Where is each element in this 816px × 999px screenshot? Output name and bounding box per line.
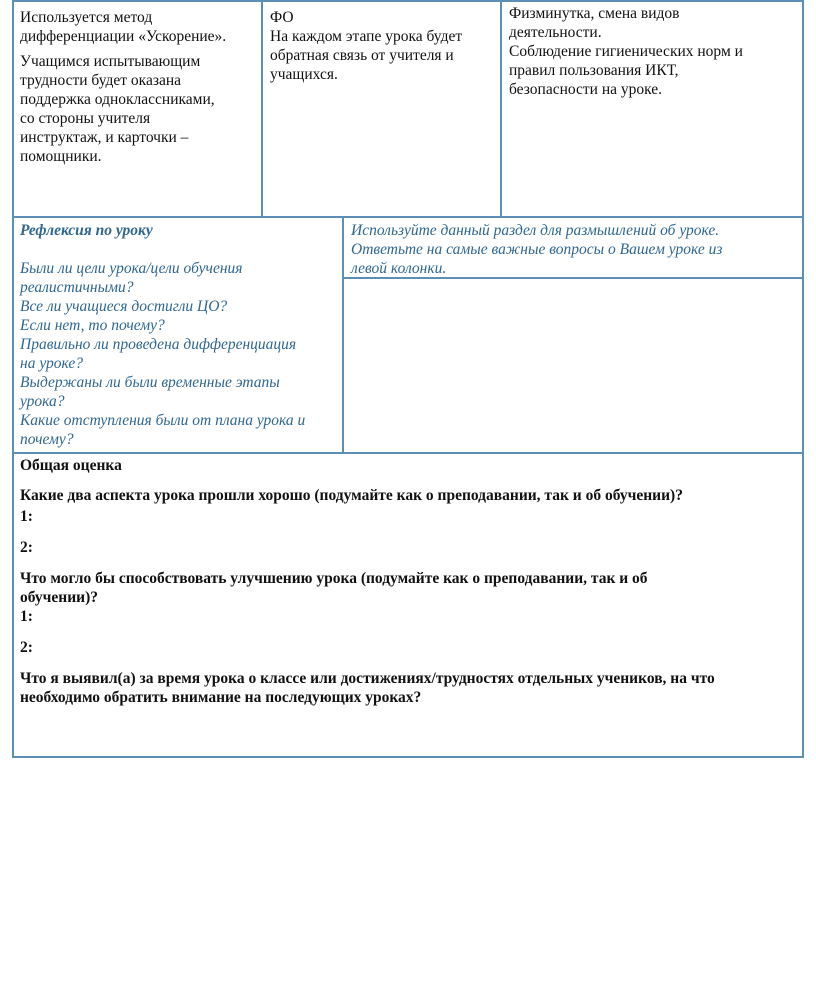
- col3-line1: Физминутка, смена видов: [509, 5, 680, 22]
- col3-line5: безопасности на уроке.: [509, 81, 663, 98]
- col1-line3: Учащимся испытывающим: [20, 53, 201, 70]
- reflection-instructions: [351, 221, 801, 278]
- reflection-q6a: Какие отступления были от плана урока и: [20, 412, 306, 429]
- col1-line5: поддержка одноклассниками,: [20, 91, 215, 108]
- summary-q3b: необходимо обратить внимание на последующих уроках?: [20, 689, 422, 706]
- reflection-q5a: Выдержаны ли были временные этапы: [20, 374, 280, 391]
- reflection-questions: [20, 221, 340, 449]
- reflection-q2: Все ли учащиеся достигли ЦО?: [20, 298, 228, 315]
- col3-line3: Соблюдение гигиенических норм и: [509, 43, 743, 60]
- summary-q1: Какие два аспекта урока прошли хорошо (подумайте как о преподавании, так и об обучении)?: [20, 487, 683, 504]
- summary-title: Общая оценка: [20, 457, 122, 474]
- col1-line8: помощники.: [20, 148, 102, 165]
- reflection-blank: [20, 240, 340, 259]
- col1-line4: трудности будет оказана: [20, 72, 182, 89]
- health-safety-cell: [509, 4, 799, 99]
- reflection-right-a: Используйте данный раздел для размышлений об уроке.: [351, 222, 720, 239]
- col2-line1: ФО: [270, 9, 294, 26]
- reflection-q4b: на уроке?: [20, 355, 83, 372]
- summary-q2-item2: 2:: [20, 639, 33, 656]
- col-divider-2: [500, 0, 502, 217]
- col3-line4: правил пользования ИКТ,: [509, 62, 679, 79]
- summary-section: [20, 456, 800, 707]
- reflection-q6b: почему?: [20, 431, 74, 448]
- col1-line1: Используется метод: [20, 9, 153, 26]
- reflection-title: Рефлексия по уроку: [20, 222, 153, 239]
- reflection-q1a: Были ли цели урока/цели обучения: [20, 260, 243, 277]
- row-divider-1: [12, 216, 804, 218]
- reflection-q5b: урока?: [20, 393, 65, 410]
- reflection-right-b: Ответьте на самые важные вопросы о Вашем уроке из: [351, 241, 723, 258]
- col2-line3: обратная связь от учителя и: [270, 47, 454, 64]
- col-divider-3: [342, 216, 344, 453]
- col1-line7: инструктаж, и карточки –: [20, 129, 189, 146]
- reflection-right-c: левой колонки.: [351, 260, 447, 277]
- col3-line2: деятельности.: [509, 24, 602, 41]
- col2-line2: На каждом этапе урока будет: [270, 28, 463, 45]
- col1-line6: со стороны учителя: [20, 110, 151, 127]
- assessment-cell: [270, 8, 498, 84]
- col-divider-1: [261, 0, 263, 217]
- summary-q2-item1: 1:: [20, 608, 33, 625]
- summary-q2b: обучении)?: [20, 589, 98, 606]
- col1-line2: дифференциации «Ускорение».: [20, 28, 227, 45]
- summary-q1-item1: 1:: [20, 508, 33, 525]
- summary-q2a: Что могло бы способствовать улучшению урока (подумайте как о преподавании, так и об: [20, 570, 648, 587]
- reflection-q1b: реалистичными?: [20, 279, 134, 296]
- reflection-q3: Если нет, то почему?: [20, 317, 165, 334]
- col2-line4: учащихся.: [270, 66, 338, 83]
- differentiation-cell: [20, 8, 258, 166]
- reflection-answer-area[interactable]: [346, 281, 802, 451]
- summary-q1-item2: 2:: [20, 539, 33, 556]
- row-divider-3: [12, 452, 804, 454]
- summary-q3a: Что я выявил(а) за время урока о классе или достижениях/трудностях отдельных учеников, на что: [20, 670, 715, 687]
- reflection-q4a: Правильно ли проведена дифференциация: [20, 336, 297, 353]
